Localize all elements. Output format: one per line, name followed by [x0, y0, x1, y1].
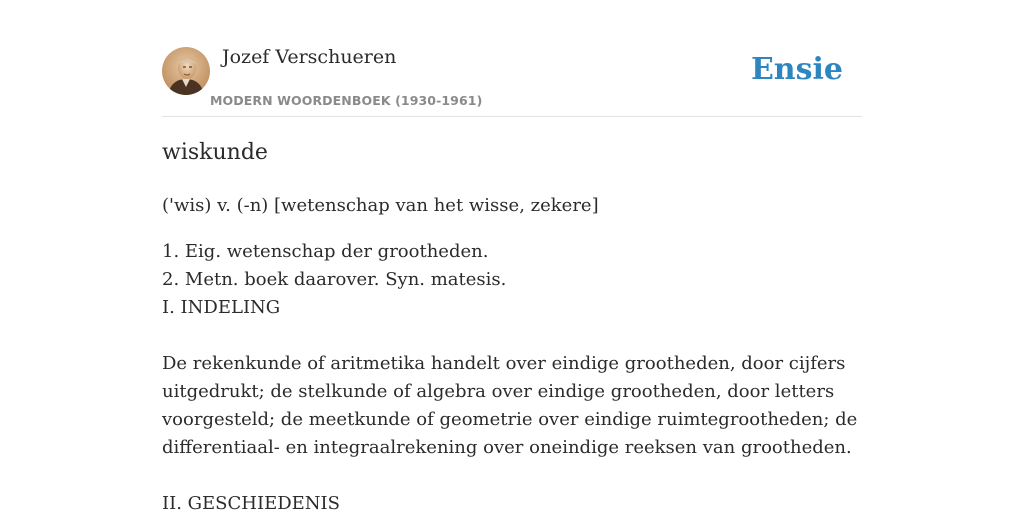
ensie-logo[interactable]: Ensie — [750, 52, 843, 87]
entry-etymology: ('wis) v. (-n) [wetenschap van het wisse, zekere] — [162, 195, 599, 216]
entry-definition — [162, 192, 862, 512]
section-heading-indeling: I. INDELING — [162, 297, 281, 318]
section-heading-geschiedenis: II. GESCHIEDENIS — [162, 493, 340, 512]
author-name[interactable]: Jozef Verschueren — [222, 46, 397, 68]
entry-paragraph: De rekenkunde of aritmetika handelt over eindige grootheden, door cijfers uitgedrukt; de stelkunde of algebra over eindige grootheden, door letters voorgesteld; de meetkunde of geometrie over eindige ruimtegrootheden; de differentiaal- en integraalrekening over oneindige reeksen van grootheden. — [162, 353, 858, 458]
sense-2: 2. Metn. boek daarover. Syn. matesis. — [162, 269, 507, 290]
author-avatar[interactable] — [162, 47, 210, 95]
source-title[interactable]: MODERN WOORDENBOEK (1930-1961) — [210, 93, 483, 108]
entry-headword: wiskunde — [162, 140, 268, 165]
header — [162, 0, 862, 117]
page — [162, 0, 862, 512]
author-portrait-icon — [162, 47, 210, 95]
paragraph-gap — [162, 462, 862, 490]
sense-1: 1. Eig. wetenschap der grootheden. — [162, 241, 489, 262]
paragraph-gap — [162, 322, 862, 350]
